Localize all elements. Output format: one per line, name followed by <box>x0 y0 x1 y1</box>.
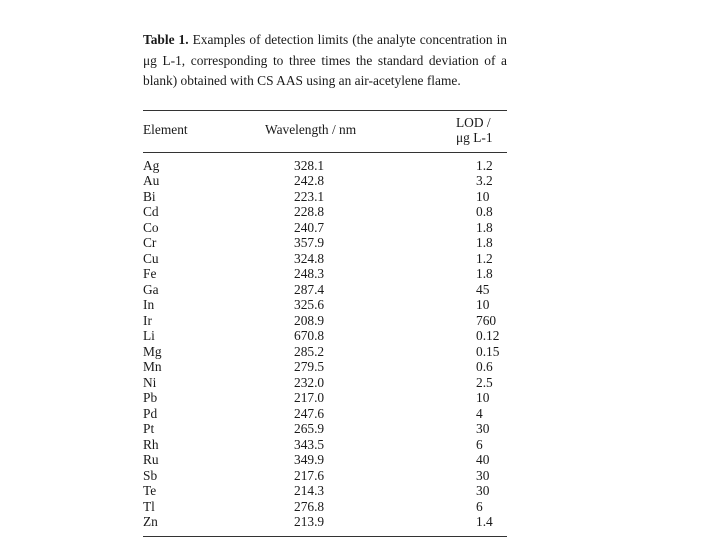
table-row <box>143 344 507 360</box>
cell-lod: 0.8 <box>476 204 493 219</box>
table-row <box>143 220 507 236</box>
table-row <box>143 282 507 298</box>
cell-wavelength: 328.1 <box>294 157 325 173</box>
table-row <box>143 204 507 220</box>
cell-element: Ga <box>143 281 159 297</box>
cell-wavelength: 242.8 <box>294 173 325 188</box>
cell-wavelength: 343.5 <box>294 436 325 452</box>
table-header-rule <box>143 145 507 153</box>
header-lod: LOD / μg L-1 <box>456 114 493 145</box>
table-row <box>143 421 507 437</box>
cell-wavelength: 285.2 <box>294 343 325 359</box>
cell-wavelength: 265.9 <box>294 421 325 436</box>
table-bottom-rule <box>143 536 507 537</box>
cell-wavelength: 232.0 <box>294 374 325 390</box>
cell-element: Rh <box>143 436 159 452</box>
cell-element: Pt <box>143 421 155 436</box>
cell-lod: 2.5 <box>476 374 493 390</box>
table-row <box>143 437 507 453</box>
table-header-row <box>143 111 507 145</box>
table-row <box>143 468 507 484</box>
table-row <box>143 313 507 329</box>
cell-wavelength: 276.8 <box>294 498 325 514</box>
cell-lod: 3.2 <box>476 173 493 188</box>
cell-element: Pd <box>143 405 158 421</box>
cell-lod: 1.8 <box>476 235 493 250</box>
cell-wavelength: 228.8 <box>294 204 325 219</box>
cell-element: Au <box>143 173 160 188</box>
cell-lod: 6 <box>476 498 483 514</box>
cell-wavelength: 357.9 <box>294 235 325 250</box>
table-row <box>143 406 507 422</box>
table-row <box>143 266 507 282</box>
cell-element: Zn <box>143 514 158 529</box>
cell-element: Sb <box>143 467 158 483</box>
cell-wavelength: 670.8 <box>294 328 325 343</box>
table-body <box>143 152 507 530</box>
caption-label: Table 1. <box>143 32 189 47</box>
cell-wavelength: 208.9 <box>294 312 325 328</box>
table-row <box>143 251 507 267</box>
cell-wavelength: 349.9 <box>294 452 325 467</box>
cell-wavelength: 247.6 <box>294 405 325 421</box>
cell-lod: 1.4 <box>476 514 493 529</box>
cell-lod: 0.15 <box>476 343 500 359</box>
cell-element: Mn <box>143 359 162 374</box>
table-row <box>143 152 507 173</box>
cell-wavelength: 213.9 <box>294 514 325 529</box>
table-row <box>143 297 507 313</box>
caption-text: Examples of detection limits (the analyte concentration in μg L-1, corresponding to three times the standard deviation of a blank) obtained with CS AAS using an air-acetylene flame. <box>143 32 507 88</box>
cell-element: Ni <box>143 374 157 390</box>
cell-element: Ag <box>143 157 160 173</box>
cell-element: Te <box>143 483 157 498</box>
cell-element: In <box>143 297 155 312</box>
cell-element: Pb <box>143 390 158 405</box>
document-page <box>143 30 507 537</box>
cell-element: Fe <box>143 266 157 281</box>
table-row <box>143 483 507 499</box>
cell-element: Ir <box>143 312 152 328</box>
table-row <box>143 375 507 391</box>
table-row <box>143 359 507 375</box>
table-row <box>143 390 507 406</box>
cell-lod: 30 <box>476 483 490 498</box>
cell-lod: 1.2 <box>476 157 493 173</box>
cell-wavelength: 223.1 <box>294 188 325 204</box>
cell-wavelength: 279.5 <box>294 359 325 374</box>
cell-lod: 1.2 <box>476 250 493 266</box>
detection-limits-table <box>143 111 507 530</box>
table-row <box>143 328 507 344</box>
cell-wavelength: 324.8 <box>294 250 325 266</box>
table-row <box>143 499 507 515</box>
cell-lod: 10 <box>476 188 490 204</box>
cell-wavelength: 240.7 <box>294 219 325 235</box>
header-element: Element <box>143 122 188 137</box>
cell-lod: 4 <box>476 405 483 421</box>
cell-lod: 40 <box>476 452 490 467</box>
cell-lod: 0.6 <box>476 359 493 374</box>
cell-lod: 1.8 <box>476 219 493 235</box>
cell-element: Li <box>143 328 155 343</box>
header-rule-row <box>143 145 507 153</box>
table-row <box>143 235 507 251</box>
cell-lod: 1.8 <box>476 266 493 281</box>
cell-element: Cd <box>143 204 159 219</box>
cell-element: Bi <box>143 188 156 204</box>
table-row <box>143 189 507 205</box>
cell-lod: 760 <box>476 312 497 328</box>
cell-wavelength: 325.6 <box>294 297 325 312</box>
table-caption <box>143 30 507 92</box>
cell-lod: 0.12 <box>476 328 500 343</box>
cell-lod: 45 <box>476 281 490 297</box>
cell-element: Cr <box>143 235 157 250</box>
cell-wavelength: 287.4 <box>294 281 325 297</box>
table-row <box>143 514 507 530</box>
table-row <box>143 173 507 189</box>
cell-lod: 30 <box>476 467 490 483</box>
cell-wavelength: 248.3 <box>294 266 325 281</box>
cell-lod: 10 <box>476 297 490 312</box>
cell-wavelength: 217.6 <box>294 467 325 483</box>
cell-lod: 6 <box>476 436 483 452</box>
cell-wavelength: 214.3 <box>294 483 325 498</box>
table-row <box>143 452 507 468</box>
cell-element: Mg <box>143 343 162 359</box>
cell-wavelength: 217.0 <box>294 390 325 405</box>
cell-element: Ru <box>143 452 159 467</box>
header-wavelength: Wavelength / nm <box>265 122 357 137</box>
cell-lod: 30 <box>476 421 490 436</box>
cell-element: Co <box>143 219 159 235</box>
cell-element: Tl <box>143 498 155 514</box>
cell-lod: 10 <box>476 390 490 405</box>
cell-element: Cu <box>143 250 159 266</box>
